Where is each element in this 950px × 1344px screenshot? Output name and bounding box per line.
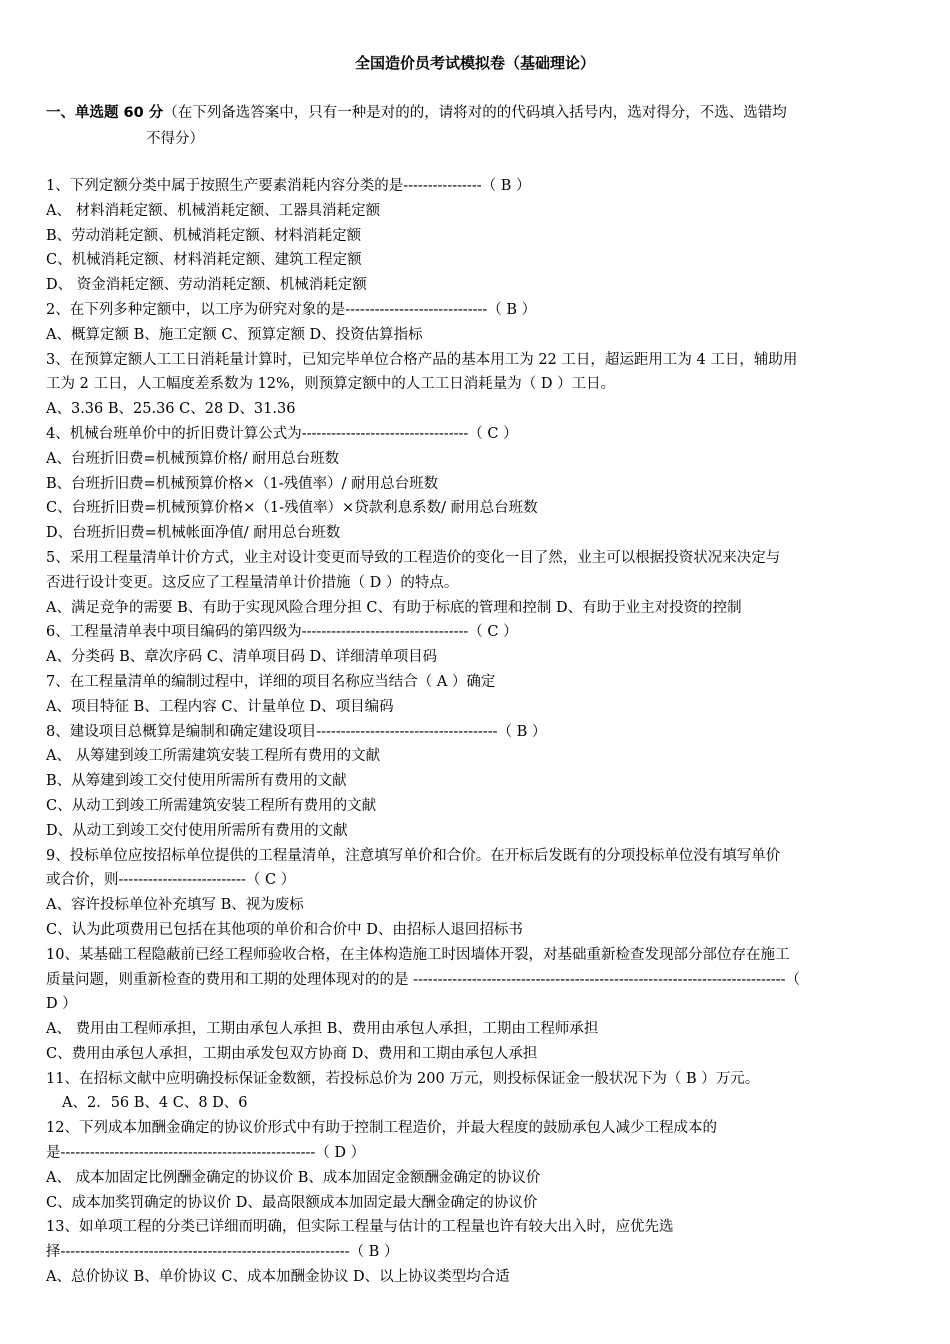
text-line: C、成本加奖罚确定的协议价 D、最高限额成本加固定最大酬金确定的协议价 [46,1194,538,1211]
text-line: 或合价，则--------------------------（ C ） [46,872,296,889]
text-line: A、 材料消耗定额、机械消耗定额、工器具消耗定额 [46,202,381,219]
text-line: A、项目特征 B、工程内容 C、计量单位 D、项目编码 [46,698,394,715]
instruction-line-1: （在下列备选答案中，只有一种是对的的，请将对的的代码填入括号内，选对得分，不选、选错均 [163,105,787,121]
text-line: 择-----------------------------------------------------------（ B ） [46,1244,399,1261]
instruction-line-2: 不得分） [146,131,204,147]
text-line: 11、在招标文献中应明确投标保证金数额，若投标总价为 200 万元，则投标保证金一般状况下为（ B ）万元。 [46,1070,760,1087]
text-line: C、从动工到竣工所需建筑安装工程所有费用的文献 [46,797,377,814]
text-line: 1、下列定额分类中属于按照生产要素消耗内容分类的是----------------（ B ） [46,178,531,194]
text-line: A、2．56 B、4 C、8 D、6 [62,1095,248,1112]
question-list [46,174,906,1290]
text-line: 6、工程量清单表中项目编码的第四级为----------------------------------（ C ） [46,624,518,641]
text-line: 2、在下列多种定额中，以工序为研究对象的是-----------------------------（ B ） [46,301,537,318]
text-line: D、从动工到竣工交付使用所需所有费用的文献 [46,822,348,839]
text-line: 3、在预算定额人工工日消耗量计算时，已知完毕单位合格产品的基本用工为 22 工日，超运距用工为 4 工日，辅助用 [46,351,798,368]
text-line: D、 资金消耗定额、劳动消耗定额、机械消耗定额 [46,277,367,294]
text-line: A、 成本加固定比例酬金确定的协议价 B、成本加固定金额酬金确定的协议价 [46,1169,541,1186]
text-line: 是----------------------------------------------------（ D ） [46,1145,366,1162]
text-line: 5、采用工程量清单计价方式，业主对设计变更而导致的工程造价的变化一目了然，业主可以根据投资状况来决定与 [46,549,781,566]
text-line: D、台班折旧费=机械帐面净值/ 耐用总台班数 [46,525,341,542]
text-line: B、劳动消耗定额、机械消耗定额、材料消耗定额 [46,227,362,244]
text-line: 8、建设项目总概算是编制和确定建设项目-------------------------------------（ B ） [46,723,547,740]
section-header [46,100,906,152]
text-line: A、概算定额 B、施工定额 C、预算定额 D、投资估算指标 [46,326,423,343]
text-line: A、满足竞争的需要 B、有助于实现风险合理分担 C、有助于标底的管理和控制 D、有助于业主对投资的控制 [46,599,742,616]
text-line: A、容许投标单位补充填写 B、视为废标 [46,897,304,914]
text-line: B、台班折旧费=机械预算价格×（1-残值率）/ 耐用总台班数 [46,475,439,492]
text-line: 工为 2 工日，人工幅度差系数为 12%，则预算定额中的人工工日消耗量为（ D ）工日。 [46,376,616,393]
text-line: A、 费用由工程师承担，工期由承包人承担 B、费用由承包人承担，工期由工程师承担 [46,1021,599,1038]
text-line: A、总价协议 B、单价协议 C、成本加酬金协议 D、以上协议类型均合适 [46,1269,510,1286]
text-line: 质量问题，则重新检查的费用和工期的处理体现对的的是 ----------------------------------------------------------------------------（ [46,971,800,988]
text-line: C、费用由承包人承担，工期由承发包双方协商 D、费用和工期由承包人承担 [46,1045,538,1062]
section-instruction [46,100,906,126]
text-line: 13、如单项工程的分类已详细而明确，但实际工程量与估计的工程量也许有较大出入时，应优先选 [46,1219,674,1236]
text-line: B、从筹建到竣工交付使用所需所有费用的文献 [46,773,347,790]
text-line: A、分类码 B、章次序码 C、清单项目码 D、详细清单项目码 [46,649,438,666]
text-line: 7、在工程量清单的编制过程中，详细的项目名称应当结合（ A ）确定 [46,673,496,690]
text-line: A、3.36 B、25.36 C、28 D、31.36 [46,401,296,418]
section-heading: 一、单选题 60 分 [46,105,164,121]
text-line: C、认为此项费用已包括在其他项的单价和合价中 D、由招标人退回招标书 [46,921,523,938]
text-line: A、 从筹建到竣工所需建筑安装工程所有费用的文献 [46,748,381,765]
text-line: 10、某基础工程隐蔽前已经工程师验收合格，在主体构造施工时因墙体开裂，对基础重新检查发现部分部位存在施工 [46,946,790,963]
text-line: A、台班折旧费=机械预算价格/ 耐用总台班数 [46,450,340,467]
text-line: 否进行设计变更。这反应了工程量清单计价措施（ D ）的特点。 [46,574,459,591]
text-line: 4、机械台班单价中的折旧费计算公式为----------------------------------（ C ） [46,425,518,442]
page-title: 全国造价员考试模拟卷（基础理论） [354,54,595,72]
text-line: C、机械消耗定额、材料消耗定额、建筑工程定额 [46,252,362,269]
text-line: C、台班折旧费=机械预算价格×（1-残值率）×贷款利息系数/ 耐用总台班数 [46,500,538,517]
text-line: 9、投标单位应按招标单位提供的工程量清单，注意填写单价和合价。在开标后发既有的分项投标单位没有填写单价 [46,847,781,864]
text-line: D ） [46,996,77,1013]
text-line: 12、下列成本加酬金确定的协议价形式中有助于控制工程造价，并最大程度的鼓励承包人减少工程成本的 [46,1120,717,1137]
